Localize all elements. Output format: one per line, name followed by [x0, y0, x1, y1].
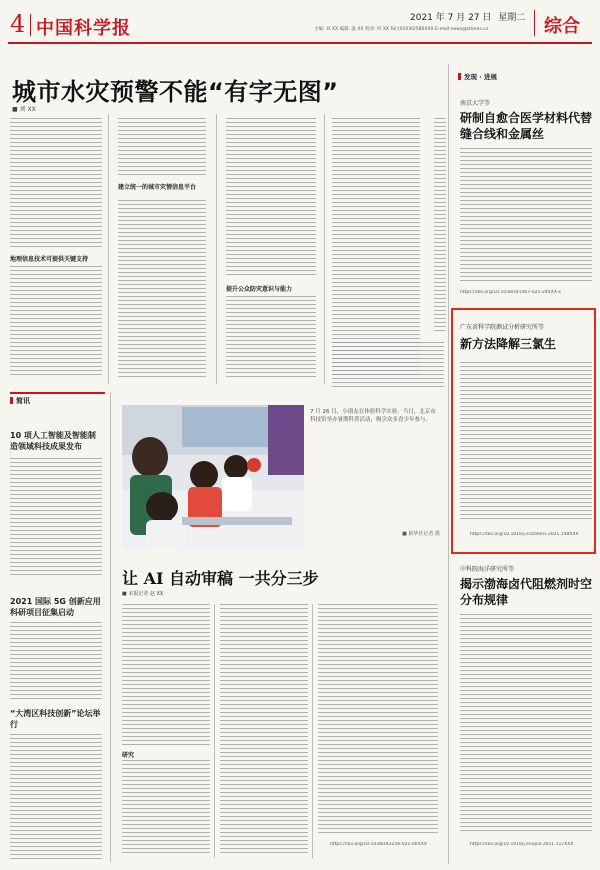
lead-col-1b — [10, 266, 102, 378]
item3-institution: 中科院海洋研究所等 — [460, 566, 515, 573]
col-rule-4 — [448, 64, 449, 864]
right-section-label — [458, 72, 497, 81]
lead-col-5 — [434, 118, 446, 332]
item2-headline: 新方法降解三氯生 — [460, 337, 557, 351]
page-number: 4 — [10, 10, 26, 38]
lead-col-3 — [226, 118, 316, 278]
lead-subhead-3: 提升公众防灾意识与能力 — [226, 286, 293, 293]
sidebar-top-rule — [10, 392, 105, 394]
lead-headline: 城市水灾预警不能“有字无图” — [12, 78, 339, 106]
sidebar-label — [10, 396, 30, 406]
item3-body — [460, 614, 592, 834]
brief-2-body — [10, 622, 102, 700]
brief-1-title: 10 项人工智能及智能制造领域科技成果发布 — [10, 431, 96, 451]
item2-doi: https://doi.org/10.1016/j.scitotenv.2021.148XXX — [470, 532, 579, 537]
page-number-divider — [30, 14, 31, 36]
ai-col-1b — [122, 760, 210, 856]
item1-headline: 研制自愈合医学材料代替缝合线和金属丝 — [460, 111, 593, 141]
lead-col-2 — [118, 118, 206, 178]
item1-body — [460, 148, 592, 284]
item2-body — [460, 362, 592, 522]
lead-byline: ■ 刘 XX — [12, 106, 36, 113]
date-text: 2021 年 7 月 27 日 — [410, 13, 492, 23]
right-section-label-text: 发现 · 进展 — [464, 73, 497, 81]
ai-col-1 — [122, 604, 210, 746]
ai-byline: ■ 本报记者 赵 XX — [122, 591, 164, 597]
news-photo — [122, 405, 304, 550]
masthead — [0, 0, 600, 48]
brief-3-body — [10, 734, 102, 860]
paper-name-logo: 中国科学报 — [36, 18, 131, 39]
section-divider — [534, 10, 535, 36]
col-rule-1 — [108, 114, 109, 384]
lead-col-4-caption — [332, 342, 444, 390]
sidebar-rule — [110, 392, 111, 862]
item1-doi: https://doi.org/10.1038/s41467-021-24XXX-x — [460, 290, 561, 295]
lead-col-3b — [226, 296, 316, 378]
lead-col-4 — [332, 118, 420, 376]
photo-caption: 7 月 26 日，小朋友在体验科学实验。当日，北京市科技馆举办暑期科普活动，吸引众多青少年参与。 — [310, 409, 436, 423]
contact-line: 主编: 刘 XX 编辑: 温 XX 校对: 何 XX Tel:(010)62580XXX E-mail:news@stimes.cn — [314, 27, 489, 32]
section-name: 综合 — [544, 16, 580, 37]
issue-date — [410, 10, 525, 23]
col-rule-2 — [216, 114, 217, 384]
photo-credit: ■ 新华社记者 摄 — [402, 531, 440, 537]
photo-illustration — [122, 405, 304, 550]
ai-col-2 — [220, 604, 308, 856]
ai-col-rule-1 — [214, 604, 215, 858]
ai-doi: https://doi.org/10.1038/s42256-021-00XXX — [330, 842, 427, 847]
brief-3-title: “大湾区科技创新”论坛举行 — [10, 709, 101, 729]
sidebar-label-marker — [10, 397, 13, 404]
brief-2-title: 2021 国际 5G 创新应用科研项目征集启动 — [10, 597, 101, 617]
item3-headline: 揭示渤海卤代阻燃剂时空分布规律 — [460, 577, 593, 607]
item3-doi: https://doi.org/10.1016/j.envpol.2021.117XXX — [470, 842, 574, 847]
masthead-rule — [8, 42, 592, 44]
ai-col-3 — [318, 604, 438, 836]
ai-subhead: 研究 — [122, 752, 135, 759]
lead-col-1 — [10, 118, 102, 250]
sidebar-label-text: 简讯 — [16, 397, 30, 405]
right-section-marker — [458, 73, 461, 80]
photo-caption-box — [310, 408, 440, 550]
lead-subhead-1: 地理信息技术可提供关键支持 — [10, 256, 89, 263]
ai-col-rule-2 — [312, 604, 313, 858]
ai-headline: 让 AI 自动审稿 一共分三步 — [122, 569, 319, 588]
lead-subhead-2: 建立统一的城市灾情信息平台 — [118, 184, 197, 191]
weekday-text: 星期二 — [498, 13, 526, 23]
item2-institution: 广东省科学院测试分析研究所等 — [460, 324, 545, 331]
brief-1-body — [10, 458, 102, 576]
item1-institution: 南京大学等 — [460, 100, 491, 107]
lead-col-2b — [118, 200, 206, 378]
col-rule-3 — [324, 114, 325, 384]
